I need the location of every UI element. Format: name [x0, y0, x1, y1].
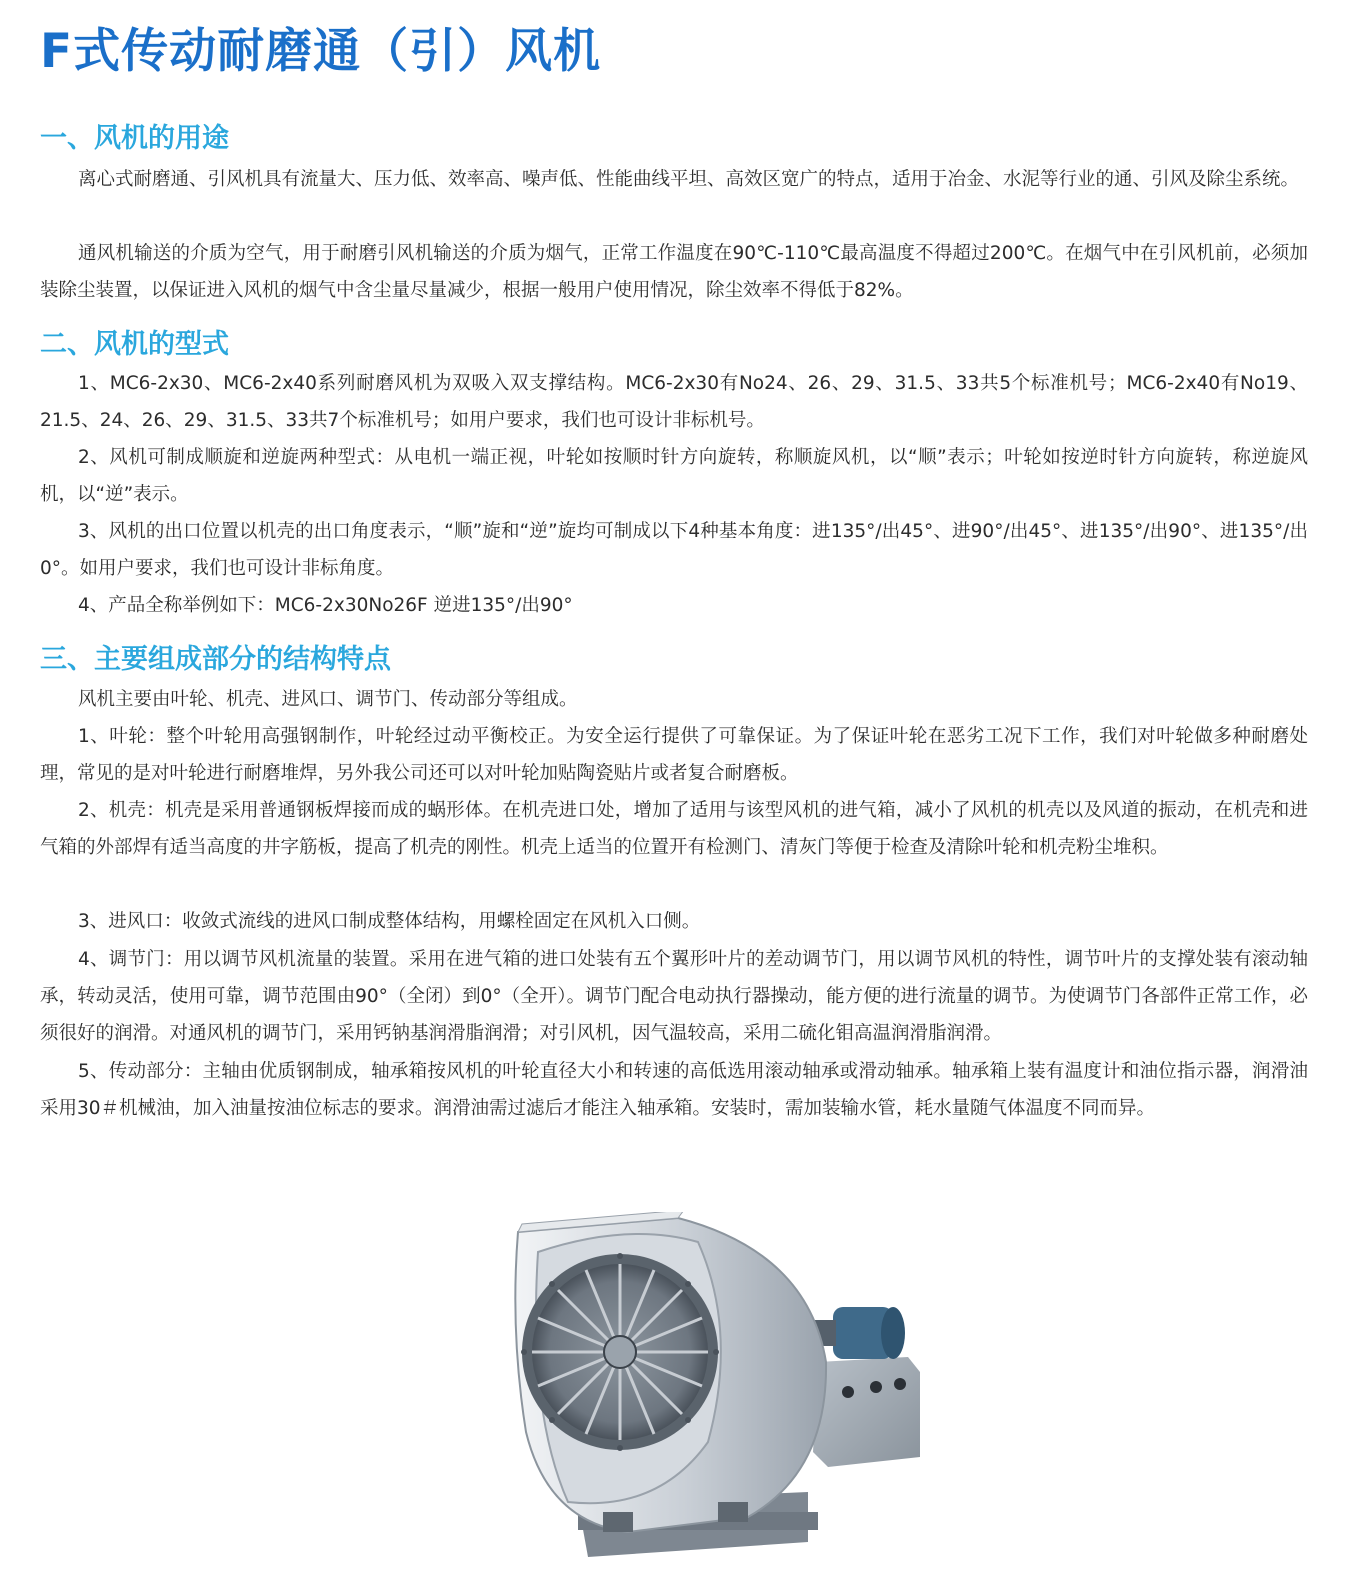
- section-heading-type: 二、风机的型式: [40, 329, 229, 360]
- paragraph: 1、叶轮：整个叶轮用高强钢制作，叶轮经过动平衡校正。为安全运行提供了可靠保证。为了保证叶轮在恶劣工况下工作，我们对叶轮做多种耐磨处理，常见的是对叶轮进行耐磨堆焊，另外我公司还可以对叶轮加贴陶瓷贴片或者复合耐磨板。: [40, 726, 1308, 784]
- section-heading-structure: 三、主要组成部分的结构特点: [40, 644, 391, 675]
- paragraph: 离心式耐磨通、引风机具有流量大、压力低、效率高、噪声低、性能曲线平坦、高效区宽广的特点，适用于冶金、水泥等行业的通、引风及除尘系统。: [78, 169, 1300, 190]
- paragraph: 2、风机可制成顺旋和逆旋两种型式：从电机一端正视，叶轮如按顺时针方向旋转，称顺旋风机，以“顺”表示；叶轮如按逆时针方向旋转，称逆旋风机，以“逆”表示。: [40, 447, 1308, 505]
- paragraph: 通风机输送的介质为空气，用于耐磨引风机输送的介质为烟气，正常工作温度在90℃-110℃最高温度不得超过200℃。在烟气中在引风机前，必须加装除尘装置，以保证进入风机的烟气中含尘量尽量减少，根据一般用户使用情况，除尘效率不得低于82%。: [40, 243, 1308, 301]
- paragraph: 3、风机的出口位置以机壳的出口角度表示，“顺”旋和“逆”旋均可制成以下4种基本角度：进135°/出45°、进90°/出45°、进135°/出90°、进135°/出0°。如用户要求，我们也可设计非标角度。: [40, 521, 1308, 579]
- section-heading-usage: 一、风机的用途: [40, 123, 229, 154]
- page-title: F式传动耐磨通（引）风机: [40, 24, 602, 79]
- paragraph: 4、产品全称举例如下：MC6-2x30No26F 逆进135°/出90°: [78, 595, 573, 616]
- paragraph: 3、进风口：收敛式流线的进风口制成整体结构，用螺栓固定在风机入口侧。: [78, 911, 701, 932]
- paragraph: 4、调节门：用以调节风机流量的装置。采用在进气箱的进口处装有五个翼形叶片的差动调节门，用以调节风机的特性，调节叶片的支撑处装有滚动轴承，转动灵活，使用可靠，调节范围由90°（全闭）到0°（全开）。调节门配合电动执行器操动，能方便的进行流量的调节。为使调节门各部件正常工作，必须很好的润滑。对通风机的调节门，采用钙钠基润滑脂润滑；对引风机，因气温较高，采用二硫化钼高温润滑脂润滑。: [40, 949, 1308, 1044]
- centrifugal-fan-icon: [508, 1212, 932, 1562]
- paragraph: 1、MC6-2x30、MC6-2x40系列耐磨风机为双吸入双支撑结构。MC6-2x30有No24、26、29、31.5、33共5个标准机号；MC6-2x40有No19、21.5、24、26、29、31.5、33共7个标准机号；如用户要求，我们也可设计非标机号。: [40, 373, 1308, 431]
- paragraph: 5、传动部分：主轴由优质钢制成，轴承箱按风机的叶轮直径大小和转速的高低选用滚动轴承或滑动轴承。轴承箱上装有温度计和油位指示器，润滑油采用30＃机械油，加入油量按油位标志的要求。润滑油需过滤后才能注入轴承箱。安装时，需加装输水管，耗水量随气体温度不同而异。: [40, 1061, 1308, 1119]
- paragraph: 风机主要由叶轮、机壳、进风口、调节门、传动部分等组成。: [78, 689, 578, 710]
- paragraph: 2、机壳：机壳是采用普通钢板焊接而成的蜗形体。在机壳进口处，增加了适用与该型风机的进气箱，减小了风机的机壳以及风道的振动，在机壳和进气箱的外部焊有适当高度的井字筋板，提高了机壳的刚性。机壳上适当的位置开有检测门、清灰门等便于检查及清除叶轮和机壳粉尘堆积。: [40, 800, 1308, 858]
